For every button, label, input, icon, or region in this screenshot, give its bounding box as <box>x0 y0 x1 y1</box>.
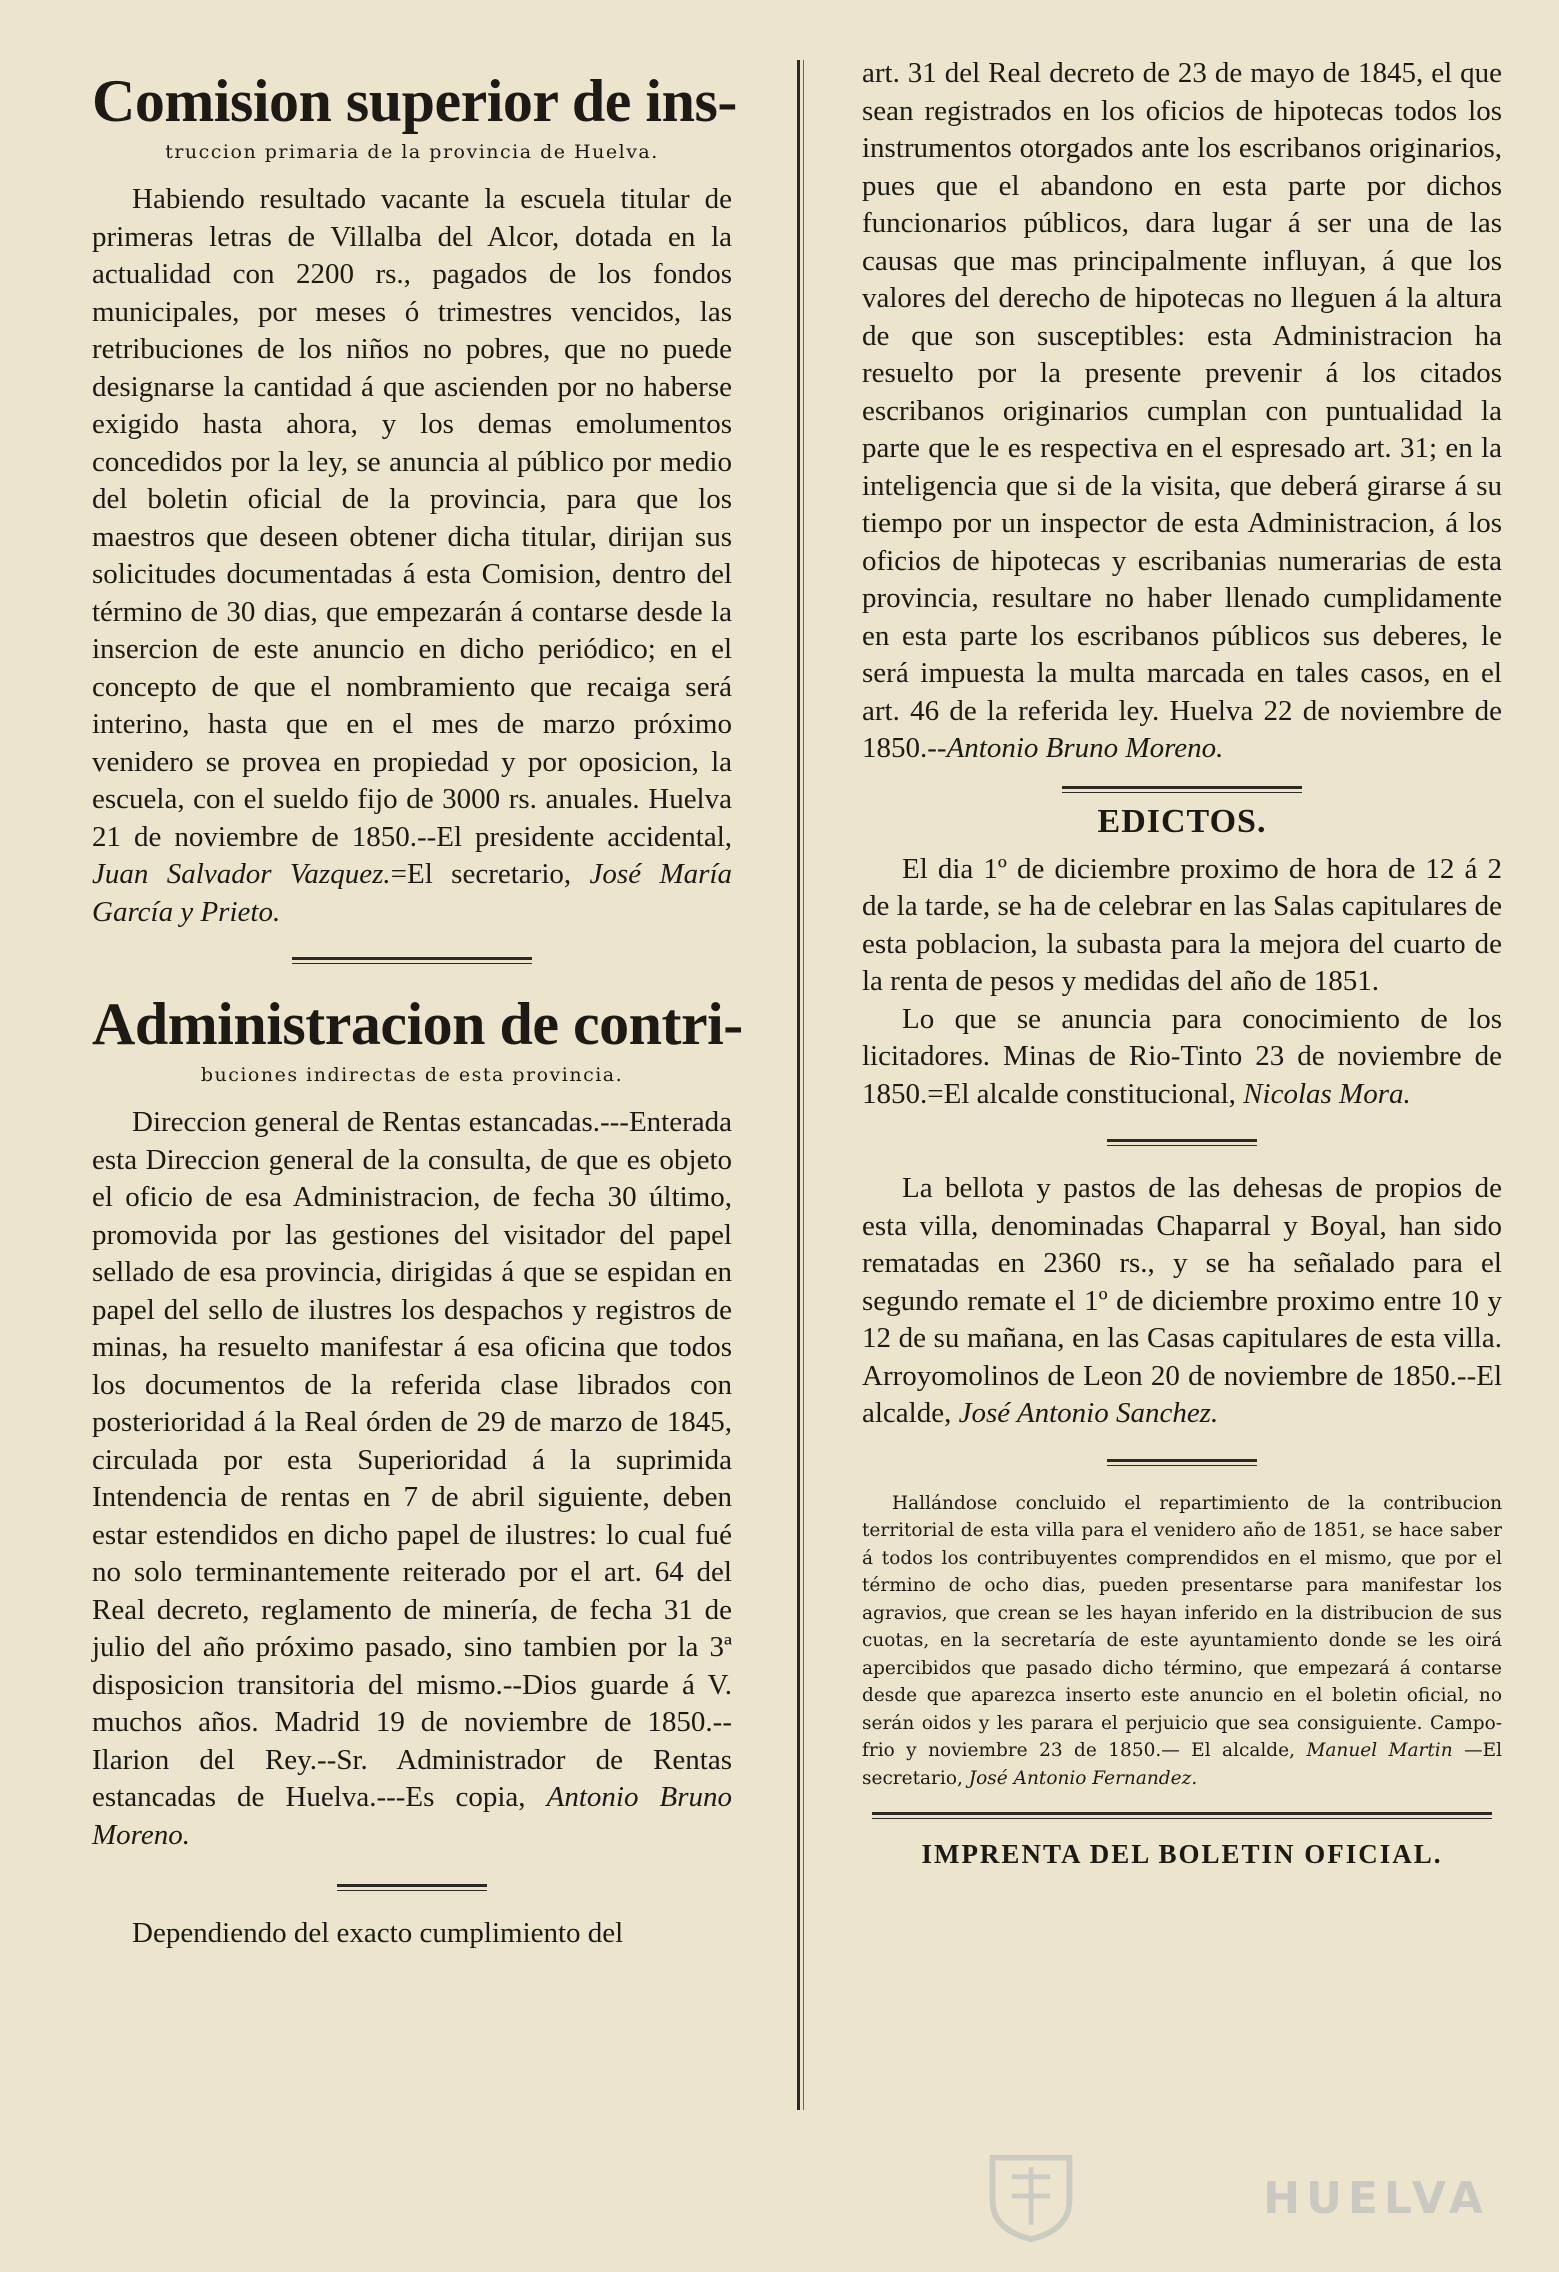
left-column <box>92 55 743 1953</box>
signature-secretary: José María García y Prieto. <box>92 858 732 928</box>
section-edictos: EDICTOS. <box>1097 802 1267 840</box>
subhead-administracion: buciones indirectas de esta provincia. <box>200 1064 624 1086</box>
separator-rule <box>1062 786 1302 795</box>
imprint: IMPRENTA DEL BOLETIN OFICIAL. <box>921 1839 1443 1869</box>
edict-subasta: El dia 1º de diciembre proximo de hora de 12 á 2 de la tarde, se ha de celebrar en las Salas capitulares de esta poblacion, la subasta para la mejora del cuarto de la renta de pesos y medidas del año de 1851. <box>862 852 1502 997</box>
headline-comision: Comision superior de ins- <box>92 68 737 134</box>
article-rentas-estancadas: Direccion general de Rentas estancadas.---Enterada esta Direccion general de la consulta, de que es objeto el oficio de esa Administracion, de fecha 30 último, promovida por las gestiones del visitador del papel sellado de esa provincia, dirigidas á que se espidan en papel del sello de ilustres los despachos y registros de minas, ha resuelto manifestar á esa oficina que todos los documentos de la referida clase librados con posterioridad á la Real órden de 29 de marzo de 1845, circulada por esta Superioridad á la suprimida Intendencia de rentas en 7 de abril siguiente, deben estar estendidos en dicho papel de ilustres: lo cual fué no solo terminantemente reiterado por el art. 64 del Real decreto, reglamento de minería, de fecha 31 de julio del año próximo pasado, sino tambien por la 3ª disposicion transitoria del mismo.--Dios guarde á V. muchos años. Madrid 19 de noviembre de 1850.--Ilarion del Rey.--Sr. Administrador de Rentas estancadas de Huelva.---Es copia, Antonio Bruno Moreno. <box>92 1106 732 1851</box>
subhead-comision: truccion primaria de la provincia de Huelva. <box>165 141 659 163</box>
signature-copy: Antonio Bruno Moreno. <box>92 1781 732 1851</box>
separator-rule <box>1107 1139 1257 1148</box>
column-divider-thin <box>803 60 804 2110</box>
signature-alcalde-riotinto: Nicolas Mora. <box>1243 1077 1411 1110</box>
article-hipotecas-start: Dependiendo del exacto cumplimiento del <box>132 1917 624 1949</box>
signature-alcalde-arroyomolinos: José Antonio Sanchez. <box>958 1397 1219 1429</box>
edict-bellota: La bellota y pastos de las dehesas de propios de esta villa, denominadas Chaparral y Boyal, han sido rematadas en 2360 rs., y se ha señalado para el segundo remate el 1º de diciembre proximo entre 10 y 12 de su mañana, en las Casas capitulares de esta villa. Arroyomolinos de Leon 20 de noviembre de 1850.--El alcalde, José Antonio Sanchez. <box>862 1172 1502 1429</box>
edict-repartimiento: Hallándose concluido el repartimiento de la contribucion territorial de esta villa para el venidero año de 1851, se hace saber á todos los contribuyentes comprendidos en el mismo, que por el término de ocho dias, pueden presentarse para manifestar los agravios, que crean se les hayan inferido en la distribucion de sus cuotas, en la secretaría de este ayuntamiento donde se les oirá apercibidos que pasado dicho término, que empezará á contarse desde que aparezca inserto este anuncio en el boletin oficial, no serán oidos y les parara el perjuicio que sea consiguiente. Campo-frio y noviembre 23 de 1850.— El alcalde, Manuel Martin —El secretario, José Antonio Fernandez. <box>862 1492 1503 1789</box>
signature-president: Juan Salvador Vazquez. <box>92 858 391 890</box>
article-vacante-escuela: Habiendo resultado vacante la escuela titular de primeras letras de Villalba del Alcor, dotada en la actualidad con 2200 rs., pagados de los fondos municipales, por meses ó trimestres vencidos, las retribuciones de los niños no pobres, que no puede designarse la cantidad á que ascienden por no haberse exigido hasta ahora, y los demas emolumentos concedidos por la ley, se anuncia al público por medio del boletin oficial de la provincia, para que los maestros que deseen obtener dicha titular, dirijan sus solicitudes documentadas á esta Comision, dentro del término de 30 dias, que empezarán á contarse desde la insercion de este anuncio en dicho periódico; en el concepto de que el nombramiento que recaiga será interino, hasta que en el mes de marzo próximo venidero se provea en propiedad y por oposicion, la escuela, con el sueldo fijo de 3000 rs. anuales. Huelva 21 de noviembre de 1850.--El presidente accidental, Juan Salvador Vazquez.=El secretario, José María García y Prieto. <box>92 183 732 928</box>
separator-rule <box>1107 1459 1257 1468</box>
shield-icon <box>983 2148 1079 2244</box>
column-divider <box>797 60 800 2110</box>
watermark: HUELVA <box>1263 2173 1489 2224</box>
separator-rule <box>292 957 532 966</box>
separator-rule <box>337 1884 487 1893</box>
article-hipotecas-continued: art. 31 del Real decreto de 23 de mayo de 1845, el que sean registrados en los oficios de hipotecas todos los instrumentos otorgados ante los escribanos originarios, pues que el abandono en esta parte por dichos funcionarios públicos, dara lugar á ser una de las causas que mas principalmente influyan, á que los valores del derecho de hipotecas no lleguen á la altura de que son susceptibles: esta Administracion ha resuelto por la presente prevenir á los citados escribanos originarios cumplan con puntualidad la parte que le es respectiva en el espresado art. 31; en la inteligencia que si de la visita, que deberá girarse á su tiempo por un inspector de esta Administracion, á los oficios de hipotecas y escribanias numerarias de esta provincia, resultare no haber llenado cumplidamente en esta parte los escribanos públicos sus deberes, le será impuesta la multa marcada en tales casos, en el art. 46 de la referida ley. Huelva 22 de noviembre de 1850.--Antonio Bruno Moreno. <box>862 57 1502 764</box>
headline-administracion: Administracion de contri- <box>92 991 743 1057</box>
signature-administrator: Antonio Bruno Moreno. <box>946 732 1224 764</box>
separator-rule-footer <box>872 1812 1492 1821</box>
edict-subasta-notice: Lo que se anuncia para conocimiento de los licitadores. Minas de Rio-Tinto 23 de noviembre de 1850.=El alcalde constitucional, Nicolas Mora. <box>862 1002 1502 1110</box>
right-column <box>862 55 1502 1870</box>
